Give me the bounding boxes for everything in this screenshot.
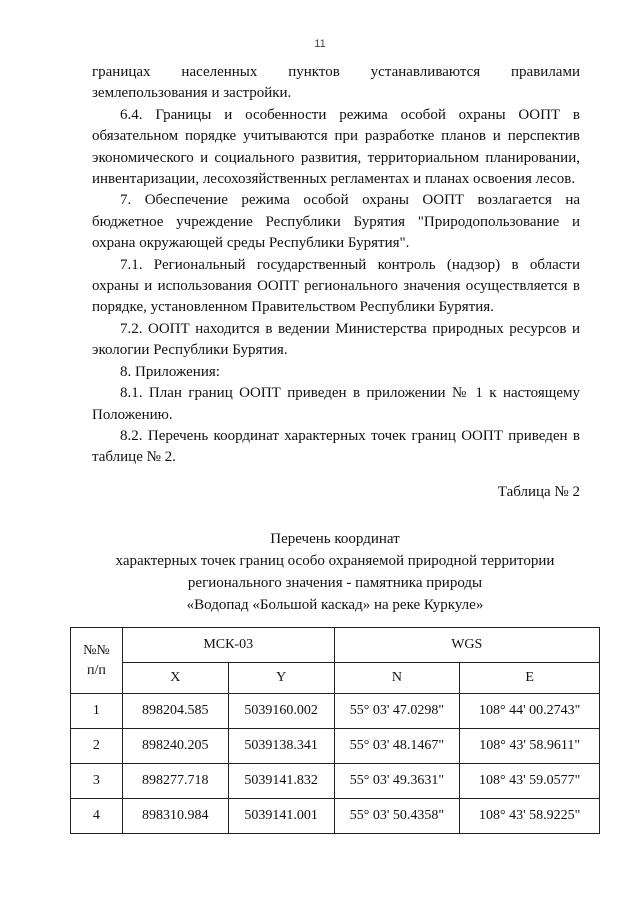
- table-title-line: характерных точек границ особо охраняемой природной территории: [115, 553, 555, 569]
- table-row: [71, 694, 600, 729]
- table-row: [71, 764, 600, 799]
- cell-number: 3: [71, 764, 123, 799]
- paragraph-1: границах населенных пунктов устанавливаются правилами землепользования и застройки.: [92, 64, 580, 102]
- cell-number: 2: [71, 729, 123, 764]
- column-header-n: N: [334, 663, 460, 694]
- row-number-header-line2: п/п: [86, 662, 106, 678]
- cell-n: 55° 03' 48.1467": [334, 729, 460, 764]
- table-row: [71, 729, 600, 764]
- cell-number: 1: [71, 694, 123, 729]
- table-title-line: регионального значения - памятника природы: [187, 575, 483, 591]
- cell-y: 5039138.341: [228, 729, 334, 764]
- cell-y: 5039141.001: [228, 799, 334, 834]
- cell-y: 5039141.832: [228, 764, 334, 799]
- table-caption: Таблица № 2: [497, 484, 580, 500]
- cell-number: 4: [71, 799, 123, 834]
- row-number-header: [71, 628, 123, 694]
- cell-x: 898310.984: [122, 799, 228, 834]
- paragraph-7: 7. Обеспечение режима особой охраны ООПТ возлагается на бюджетное учреждение Республики Бурятия "Природопользование и охрана окружающей среды Республики Бурятия".: [92, 192, 580, 252]
- msk03-group-header: МСК-03: [122, 628, 334, 663]
- cell-e: 108° 44' 00.2743": [460, 694, 600, 729]
- column-header-e: E: [460, 663, 600, 694]
- paragraph-8-1: 8.1. План границ ООПТ приведен в приложении № 1 к настоящему Положению.: [92, 385, 580, 423]
- paragraph-7-1: 7.1. Региональный государственный контроль (надзор) в области охраны и использования ООПТ регионального значения осуществляется в порядке, установленном Правительством Республики Бурятия.: [92, 256, 580, 316]
- row-number-header-line1: №№: [83, 642, 110, 658]
- cell-x: 898277.718: [122, 764, 228, 799]
- paragraph-8: 8. Приложения:: [120, 363, 220, 380]
- cell-y: 5039160.002: [228, 694, 334, 729]
- cell-n: 55° 03' 50.4358": [334, 799, 460, 834]
- cell-e: 108° 43' 59.0577": [460, 764, 600, 799]
- page-number: 11: [314, 38, 326, 50]
- coordinates-table: [70, 627, 600, 834]
- paragraph-8-2: 8.2. Перечень координат характерных точек границ ООПТ приведен в таблице № 2.: [92, 427, 580, 466]
- table-title-line: Перечень координат: [270, 531, 400, 547]
- cell-n: 55° 03' 47.0298": [334, 694, 460, 729]
- table-title-line: «Водопад «Большой каскад» на реке Куркуле»: [186, 597, 484, 613]
- table-title: [60, 528, 610, 616]
- paragraph-6-4: 6.4. Границы и особенности режима особой охраны ООПТ в обязательном порядке учитываются при разработке планов и перспектив экономического и социального развития, территориальном планировании, инвентаризации, лесохозяйственных регламентах и планах освоения лесов.: [92, 106, 580, 188]
- table-row: [71, 799, 600, 834]
- wgs-group-header: WGS: [334, 628, 599, 663]
- cell-n: 55° 03' 49.3631": [334, 764, 460, 799]
- paragraph-7-2: 7.2. ООПТ находится в ведении Министерства природных ресурсов и экологии Республики Бурятия.: [92, 320, 580, 359]
- column-header-y: Y: [228, 663, 334, 694]
- document-body: [92, 62, 580, 469]
- cell-x: 898204.585: [122, 694, 228, 729]
- cell-e: 108° 43' 58.9225": [460, 799, 600, 834]
- cell-x: 898240.205: [122, 729, 228, 764]
- column-header-x: X: [122, 663, 228, 694]
- cell-e: 108° 43' 58.9611": [460, 729, 600, 764]
